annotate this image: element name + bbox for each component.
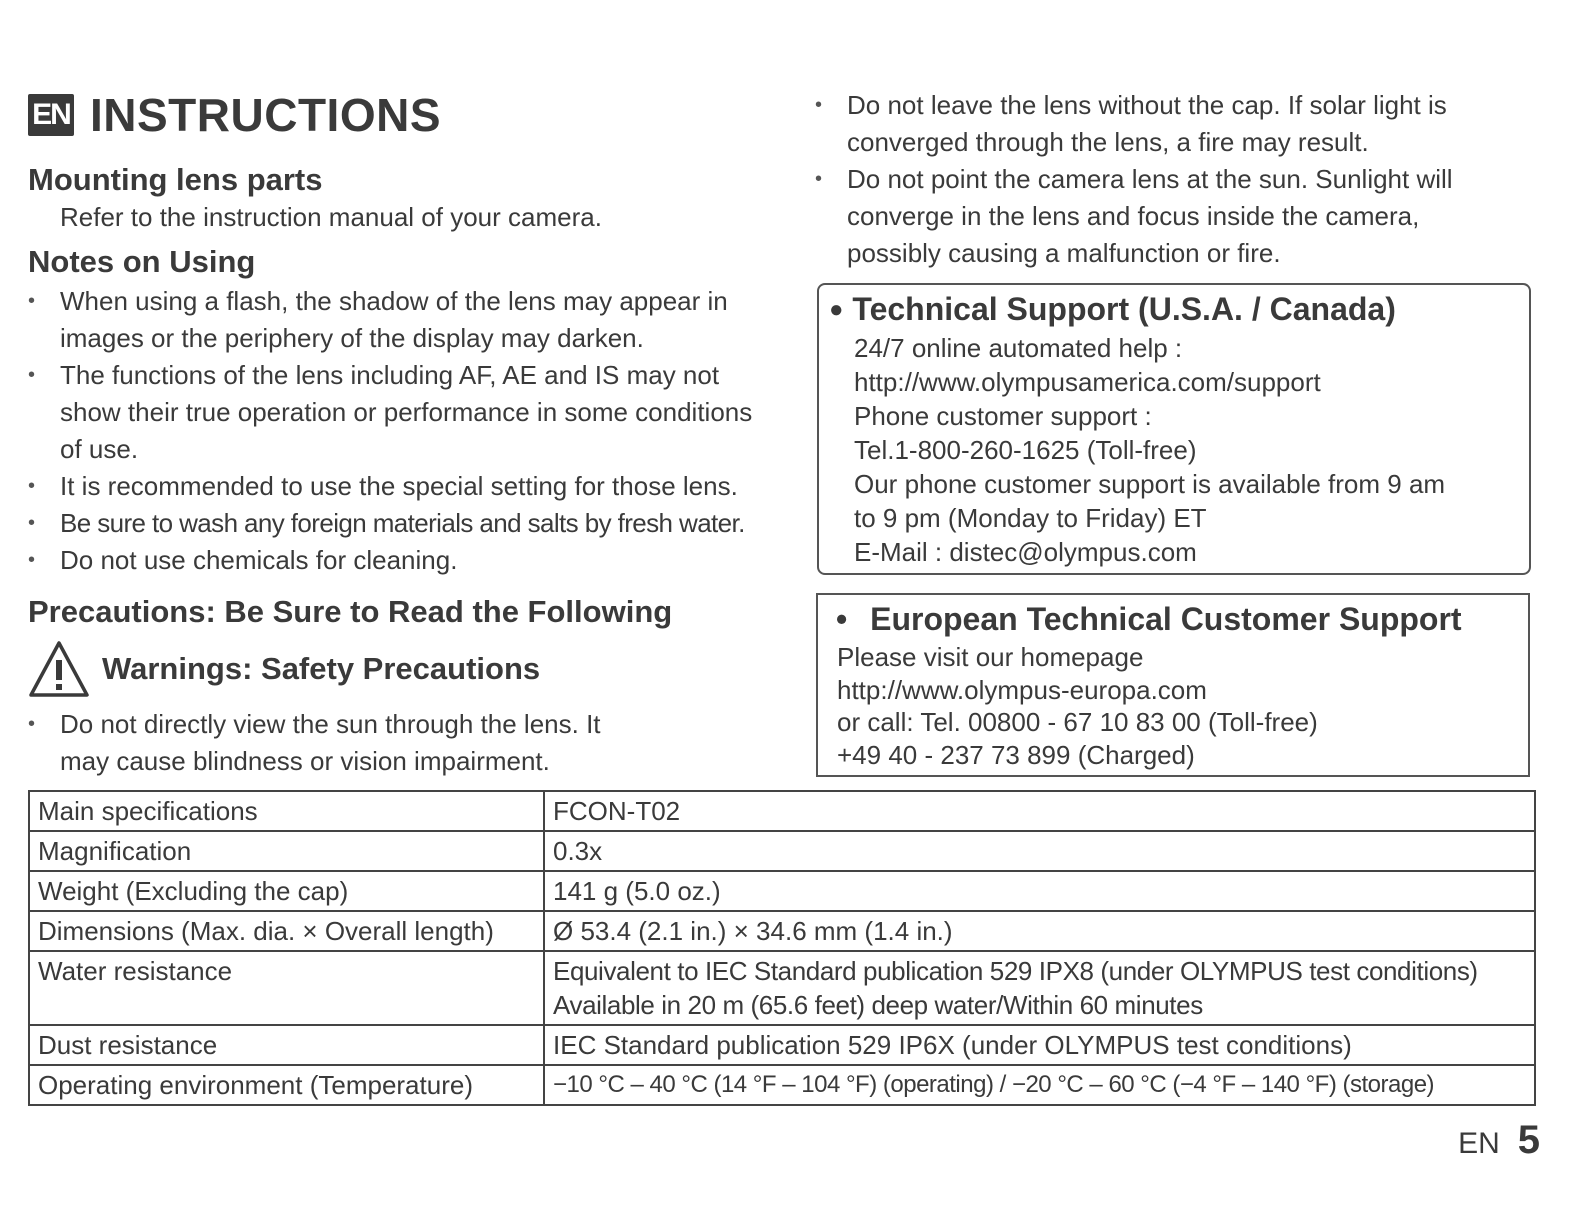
spec-value: Ø 53.4 (2.1 in.) × 34.6 mm (1.4 in.) (544, 911, 1535, 951)
table-row (29, 831, 1535, 871)
list-item: • Do not directly view the sun through the lens. It may cause blindness or vision impairment. (28, 706, 648, 780)
spec-value: 141 g (5.0 oz.) (544, 871, 1535, 911)
right-bullets (815, 87, 1515, 272)
spec-label: Dust resistance (29, 1025, 544, 1065)
page-footer (1458, 1118, 1540, 1163)
spec-label: Operating environment (Temperature) (29, 1065, 544, 1105)
list-item: • The functions of the lens including AF, AE and IS may not show their true operation or performance in some conditions of use. (28, 357, 763, 468)
support-link[interactable]: http://www.olympus-europa.com (837, 674, 1207, 705)
list-item: • When using a flash, the shadow of the lens may appear in images or the periphery of the display may darken. (28, 283, 763, 357)
support-us-box (817, 283, 1531, 575)
warnings-heading (28, 640, 540, 698)
support-us-title-row (829, 291, 1396, 328)
support-line: Our phone customer support is available from 9 am (854, 469, 1446, 499)
support-link[interactable]: http://www.olympusamerica.com/support (854, 367, 1321, 397)
list-item: • Do not use chemicals for cleaning. (28, 542, 763, 579)
table-row (29, 911, 1535, 951)
spec-label: Magnification (29, 831, 544, 871)
support-line: to 9 pm (Monday to Friday) ET (854, 503, 1207, 533)
list-item: • Do not leave the lens without the cap. If solar light is converged through the lens, a fire may result. (815, 87, 1515, 161)
table-row (29, 951, 1535, 1025)
support-eu-box (816, 593, 1530, 777)
spec-value: −10 °C – 40 °C (14 °F – 104 °F) (operating) / −20 °C – 60 °C (−4 °F – 140 °F) (storage) (544, 1065, 1535, 1105)
list-item: • Do not point the camera lens at the sun. Sunlight will converge in the lens and focus inside the camera, possibly causing a malfunction or fire. (815, 161, 1515, 272)
notes-heading: Notes on Using (28, 244, 256, 279)
table-row (29, 791, 1535, 831)
support-phone: Tel.1-800-260-1625 (Toll-free) (854, 435, 1197, 465)
mounting-heading: Mounting lens parts (28, 162, 323, 197)
support-line: 24/7 online automated help : (854, 333, 1183, 363)
support-line: Please visit our homepage (837, 642, 1144, 672)
support-eu-title: European Technical Customer Support (870, 601, 1462, 637)
spec-label: Weight (Excluding the cap) (29, 871, 544, 911)
page-number: 5 (1517, 1118, 1540, 1162)
spec-value: 0.3x (544, 831, 1535, 871)
support-eu-title-row (836, 601, 1462, 638)
support-email[interactable]: E-Mail : distec@olympus.com (854, 537, 1197, 567)
page-header (28, 88, 441, 142)
support-eu-lines (837, 641, 1318, 771)
table-row (29, 1025, 1535, 1065)
list-item: • It is recommended to use the special setting for those lens. (28, 468, 763, 505)
list-item: • Be sure to wash any foreign materials and salts by fresh water. (28, 505, 763, 542)
spec-value: Equivalent to IEC Standard publication 529 IPX8 (under OLYMPUS test conditions) (553, 956, 1478, 986)
support-phone: +49 40 - 237 73 899 (Charged) (837, 739, 1195, 770)
bullet-icon: • (836, 601, 848, 637)
spec-table (28, 790, 1536, 1106)
warnings-list (28, 706, 648, 780)
notes-list (28, 283, 763, 579)
table-row (29, 871, 1535, 911)
spec-label: Water resistance (29, 951, 544, 1025)
precautions-heading: Precautions: Be Sure to Read the Following (28, 594, 673, 629)
support-phone: or call: Tel. 00800 - 67 10 83 00 (Toll-free) (837, 707, 1318, 737)
support-us-lines (854, 331, 1445, 569)
language-badge: EN (28, 94, 74, 136)
spec-value-cell (544, 951, 1535, 1025)
footer-language: EN (1458, 1127, 1500, 1160)
spec-value-extra: Available in 20 m (65.6 feet) deep water/Within 60 minutes (553, 990, 1203, 1020)
spec-value: IEC Standard publication 529 IP6X (under OLYMPUS test conditions) (544, 1025, 1535, 1065)
spec-label: Dimensions (Max. dia. × Overall length) (29, 911, 544, 951)
support-us-title: Technical Support (U.S.A. / Canada) (852, 291, 1396, 327)
mounting-text: Refer to the instruction manual of your camera. (60, 202, 602, 232)
warning-triangle-icon (28, 640, 90, 698)
warnings-title: Warnings: Safety Precautions (102, 651, 541, 686)
spec-value: FCON-T02 (544, 791, 1535, 831)
table-row (29, 1065, 1535, 1105)
support-line: Phone customer support : (854, 401, 1152, 431)
page-title: INSTRUCTIONS (90, 89, 441, 141)
spec-label: Main specifications (29, 791, 544, 831)
bullet-icon: ● (829, 296, 844, 323)
